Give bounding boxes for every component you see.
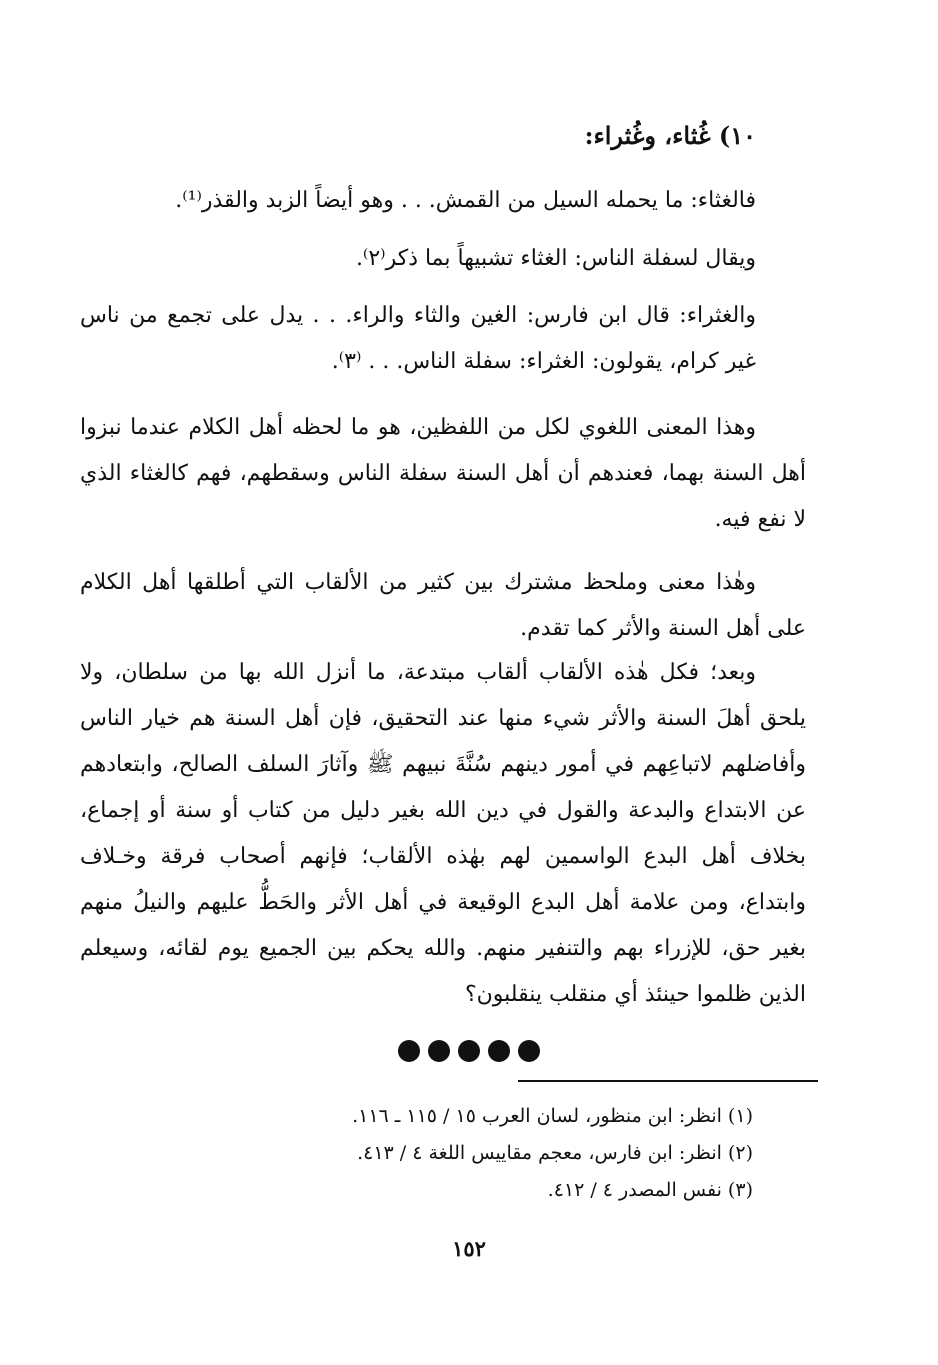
section-heading: ١٠) غُثاء، وغُثراء: [584, 121, 756, 150]
footnote-divider [518, 1080, 818, 1082]
section-separator-dots [0, 1040, 938, 1062]
paragraph-lowly-people: ويقال لسفلة الناس: الغثاء تشبيهاً بما ذكر⁽٢⁾. [355, 246, 756, 271]
page-number: ١٥٢ [452, 1236, 486, 1261]
paragraph-shared-meaning: وهٰذا معنى وملحظ مشترك بين كثير من الألقاب التي أطلقها أهل الكلام على أهل السنة والأثر كما تقدم. [80, 570, 806, 641]
separator-dot [488, 1040, 510, 1062]
paragraph-linguistic-meaning: وهذا المعنى اللغوي لكل من اللفظين، هو ما لحظه أهل الكلام عندما نبزوا أهل السنة بهما، فعندهم أن أهل السنة سفلة الناس وسقطهم، فهم كالغثاء الذي لا نفع فيه. [80, 415, 806, 532]
footnote-2: (٢) انظر: ابن فارس، معجم مقاييس اللغة ٤ / ٤١٣. [357, 1142, 753, 1164]
paragraph-ghuthraa-definition: والغثراء: قال ابن فارس: الغين والثاء والراء. . . يدل على تجمع من ناس غير كرام، يقولون: الغثراء: سفلة الناس. . . ⁽٣⁾. [80, 303, 756, 374]
footnote-3: (٣) نفس المصدر ٤ / ٤١٢. [547, 1179, 753, 1201]
separator-dot [518, 1040, 540, 1062]
footnotes [352, 1098, 753, 1209]
paragraph-ghuthaa-definition: فالغثاء: ما يحمله السيل من القمش. . . وهو أيضاً الزبد والقذر⁽¹⁾. [175, 188, 756, 213]
separator-dot [458, 1040, 480, 1062]
separator-dot [398, 1040, 420, 1062]
footnote-1: (١) انظر: ابن منظور، لسان العرب ١٥ / ١١٥ ـ ١١٦. [352, 1105, 753, 1127]
paragraph-conclusion: وبعد؛ فكل هٰذه الألقاب ألقاب مبتدعة، ما أنزل الله بها من سلطان، ولا يلحق أهلَ السنة والأثر شيء منها عند التحقيق، فإن أهل السنة هم خيار الناس وأفاضلهم لاتباعِهم في أمور دينهم سُنَّةَ نبيهم ﷺ وآثارَ السلف الصالح، وابتعادهم عن الابتداع والبدعة والقول في دين الله بغير دليل من كتاب أو سنة أو إجماع، بخلاف أهل البدع الواسمين لهم بهٰذه الألقاب؛ فإنهم أصحاب فرقة وخـلاف وابتداع، ومن علامة أهل البدع الوقيعة في أهل الأثر والحَطُّ عليهم والنيلُ منهم بغير حق، للإزراء بهم والتنفير منهم. والله يحكم بين الجميع يوم لقائه، وسيعلم الذين ظلموا حينئذ أي منقلب ينقلبون؟ [80, 660, 806, 1007]
separator-dot [428, 1040, 450, 1062]
